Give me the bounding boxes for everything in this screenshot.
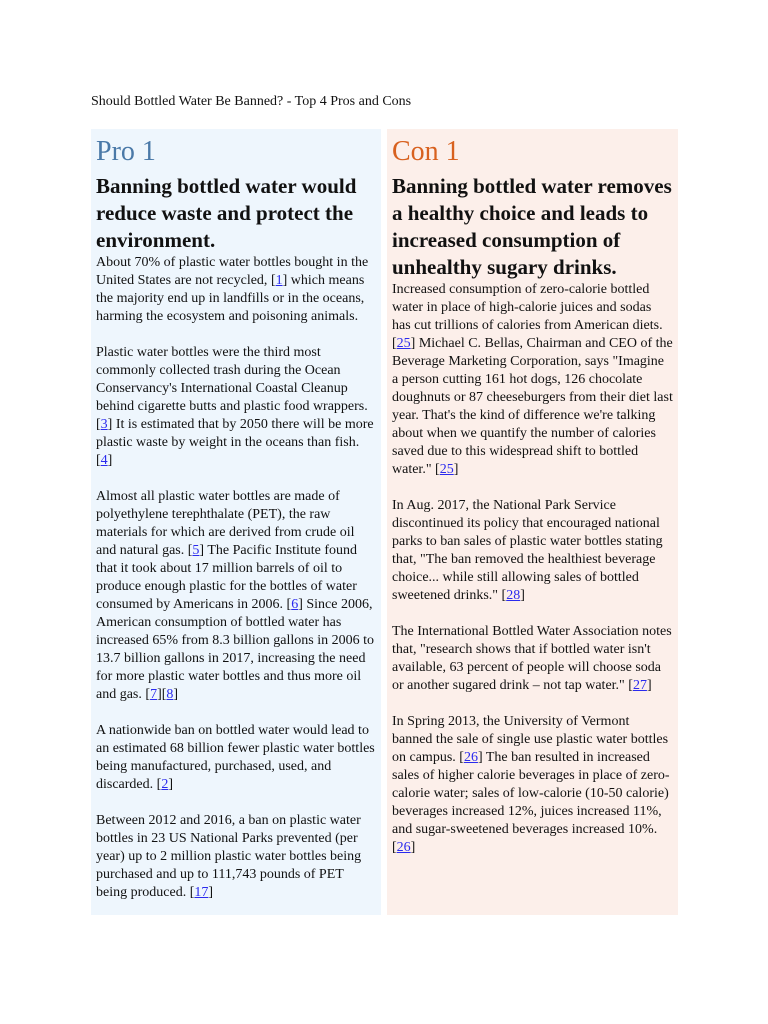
- citation-link[interactable]: 5: [192, 543, 200, 558]
- paragraph: Plastic water bottles were the third most commonly collected trash during the Ocean Conservancy's International Coastal Cleanup behind cigarette butts and plastic food wrappers. [3] It is estimated that by 2050 there will be more plastic waste by weight in the oceans than fish. [4]: [96, 345, 374, 468]
- citation-link[interactable]: 25: [396, 336, 411, 351]
- paragraph: About 70% of plastic water bottles bought in the United States are not recycled, [1] which means the majority end up in landfills or in the oceans, harming the ecosystem and poisoning animals.: [96, 255, 369, 324]
- paragraph-text: Since 2006, American consumption of bottled water has increased 65% from 8.3 billion gallons in 2006 to 13.7 billion gallons in 2017, increasing the need for more plastic water bottles and thus more oil and gas.: [96, 597, 375, 702]
- pro-body: [96, 254, 376, 902]
- paragraph: Increased consumption of zero-calorie bottled water in place of high-calorie juices and sodas has cut trillions of calories from American diets. [25] Michael C. Bellas, Chairman and CEO of the Beverage Marketing Corporation, says "Imagine a person cutting 161 hot dogs, 126 chocolate doughnuts or 87 cheeseburgers from their diet last year. That's the kind of difference we're talking about when we quantify the number of calories saved due to this widespread shift to bottled water." [25]: [392, 282, 673, 477]
- pro-subheading: Banning bottled water would reduce waste and protect the environment.: [96, 174, 357, 252]
- con-body: [392, 281, 673, 857]
- citation-link[interactable]: 7: [150, 687, 158, 702]
- paragraph-text: In Aug. 2017, the National Park Service discontinued its policy that encouraged national parks to ban sales of plastic water bottles stating that, "The ban removed the healthiest beverage choice... while still allowing sales of bottled sweetened drinks.": [392, 498, 663, 603]
- paragraph-text: Increased consumption of zero-calorie bottled water in place of high-calorie juices and sodas has cut trillions of calories from American diets.: [392, 282, 663, 333]
- pro-heading: Pro 1: [96, 136, 156, 167]
- paragraph-text: The Pacific Institute found that it took about 17 million barrels of oil to produce enough plastic for the bottles of water consumed by Americans in 2006.: [96, 543, 358, 612]
- citation-link[interactable]: 4: [100, 453, 108, 468]
- citation-link[interactable]: 28: [506, 588, 521, 603]
- con-heading: Con 1: [392, 136, 460, 167]
- citation-link[interactable]: 26: [463, 750, 478, 765]
- citation-link[interactable]: 6: [291, 597, 299, 612]
- citation-link[interactable]: 17: [194, 885, 209, 900]
- paragraph: Almost all plastic water bottles are made of polyethylene terephthalate (PET), the raw materials for which are derived from crude oil and natural gas. [5] The Pacific Institute found that it took about 17 million barrels of oil to produce enough plastic for the bottles of water consumed by Americans in 2006. [6] Since 2006, American consumption of bottled water has increased 65% from 8.3 billion gallons in 2006 to 13.7 billion gallons in 2017, increasing the need for more plastic water bottles and thus more oil and gas. [7][8]: [96, 489, 375, 702]
- citation-link[interactable]: 26: [396, 840, 411, 855]
- document-title: Should Bottled Water Be Banned? - Top 4 Pros and Cons: [91, 94, 412, 109]
- paragraph-text: Michael C. Bellas, Chairman and CEO of the Beverage Marketing Corporation, says "Imagine a person cutting 161 hot dogs, 126 chocolate doughnuts or 87 cheeseburgers from their diet last year. That's the kind of difference we're talking about when we quantify the number of calories saved due to this widespread shift to bottled water.": [392, 336, 673, 477]
- paragraph-text: The ban resulted in increased sales of higher calorie beverages in place of zero-calorie water; sales of low-calorie (10-50 calorie) beverages increased 12%, juices increased 11%, and sugar-sweetened beverages increased 10%.: [392, 750, 670, 837]
- paragraph-text: Almost all plastic water bottles are made of polyethylene terephthalate (PET), the raw materials for which are derived from crude oil and natural gas.: [96, 489, 355, 558]
- paragraph: A nationwide ban on bottled water would lead to an estimated 68 billion fewer plastic water bottles being manufactured, purchased, used, and discarded. [2]: [96, 723, 375, 792]
- paragraph: In Aug. 2017, the National Park Service discontinued its policy that encouraged national parks to ban sales of plastic water bottles stating that, "The ban removed the healthiest beverage choice... while still allowing sales of bottled sweetened drinks." [28]: [392, 498, 663, 603]
- citation-link[interactable]: 27: [632, 678, 647, 693]
- citation-link[interactable]: 2: [161, 777, 169, 792]
- citation-link[interactable]: 1: [275, 273, 283, 288]
- pro-column: [91, 129, 381, 915]
- paragraph-text: A nationwide ban on bottled water would lead to an estimated 68 billion fewer plastic water bottles being manufactured, purchased, used, and discarded.: [96, 723, 375, 792]
- paragraph-text: In Spring 2013, the University of Vermont banned the sale of single use plastic water bottles on campus.: [392, 714, 669, 765]
- paragraph: The International Bottled Water Association notes that, "research shows that if bottled water isn't available, 63 percent of people will choose soda or another sugared drink – not tap water." [27]: [392, 624, 672, 693]
- paragraph-text: Plastic water bottles were the third most commonly collected trash during the Ocean Conservancy's International Coastal Cleanup behind cigarette butts and plastic food wrappers.: [96, 345, 368, 414]
- paragraph: In Spring 2013, the University of Vermont banned the sale of single use plastic water bottles on campus. [26] The ban resulted in increased sales of higher calorie beverages in place of zero-calorie water; sales of low-calorie (10-50 calorie) beverages increased 12%, juices increased 11%, and sugar-sweetened beverages increased 10%. [26]: [392, 714, 670, 855]
- con-subheading: Banning bottled water removes a healthy choice and leads to increased consumption of unhealthy sugary drinks.: [392, 174, 672, 279]
- paragraph-text: The International Bottled Water Association notes that, "research shows that if bottled water isn't available, 63 percent of people will choose soda or another sugared drink – not tap water.": [392, 624, 672, 693]
- paragraph-text: It is estimated that by 2050 there will be more plastic waste by weight in the oceans than fish.: [96, 417, 374, 450]
- paragraph-text: Between 2012 and 2016, a ban on plastic water bottles in 23 US National Parks prevented (per year) up to 2 million plastic water bottles being purchased and up to 111,743 pounds of PET being produced.: [96, 813, 362, 900]
- citation-link[interactable]: 3: [100, 417, 108, 432]
- citation-link[interactable]: 8: [166, 687, 174, 702]
- citation-link[interactable]: 25: [439, 462, 454, 477]
- paragraph-text: which means the majority end up in landfills or in the oceans, harming the ecosystem and poisoning animals.: [96, 273, 365, 324]
- paragraph: Between 2012 and 2016, a ban on plastic water bottles in 23 US National Parks prevented (per year) up to 2 million plastic water bottles being purchased and up to 111,743 pounds of PET being produced. [17]: [96, 813, 362, 900]
- con-column: [387, 129, 678, 915]
- paragraph-text: About 70% of plastic water bottles bought in the United States are not recycled,: [96, 255, 369, 288]
